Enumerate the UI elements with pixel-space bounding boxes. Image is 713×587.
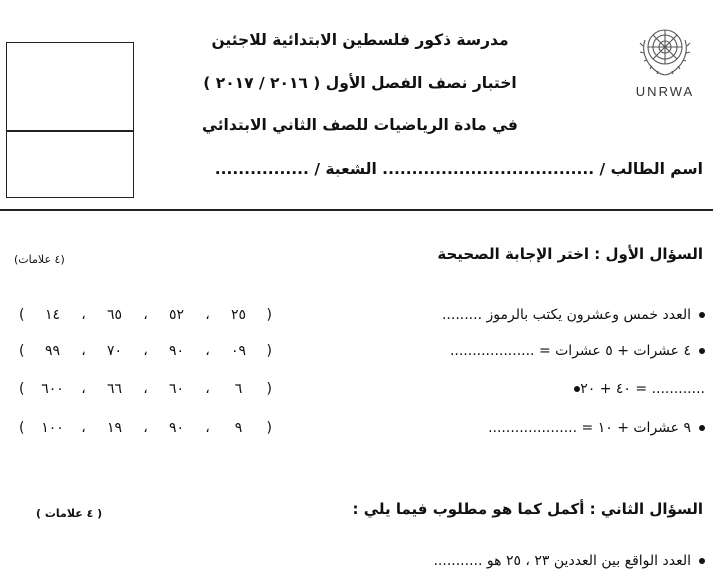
- bullet-icon: [699, 348, 705, 354]
- option: ٦٠: [168, 381, 184, 397]
- q1-marks: (٤ علامات): [14, 253, 65, 266]
- un-emblem-icon: [637, 20, 693, 78]
- q1-item-options: ( ١٤ ، ٦٥ ، ٥٢ ، ٢٥ ): [19, 307, 272, 323]
- school-name: مدرسة ذكور فلسطين الابتدائية للاجئين: [211, 31, 509, 49]
- option: ٦٠٠: [41, 381, 64, 397]
- option: ٦٦: [106, 381, 122, 397]
- q1-item: [5, 343, 705, 367]
- q2-item-statement: العدد الواقع بين العددين ٢٣ ، ٢٥ هو ...........: [433, 553, 705, 569]
- q1-item-statement: ٤ عشرات + ٥ عشرات = ...................: [450, 343, 705, 359]
- student-info-line: اسم الطالب / .................................... الشعبة / ................: [214, 160, 703, 178]
- option: ١٠٠: [41, 420, 64, 436]
- q2-marks: ( ٤ علامات ): [36, 507, 103, 520]
- logo-text: UNRWA: [635, 84, 695, 99]
- exam-title: اختبار نصف الفصل الأول ( ٢٠١٦ / ٢٠١٧ ): [203, 74, 517, 92]
- option: ٩٩: [44, 343, 60, 359]
- option: ٩٠: [168, 420, 184, 436]
- q1-item-options: ( ٦٠٠ ، ٦٦ ، ٦٠ ، ٦ ): [19, 381, 272, 397]
- q1-item: [5, 420, 705, 444]
- q1-item-statement: ٤٠ + ٢٠ = ............: [566, 381, 705, 397]
- option: ٢٥: [230, 307, 246, 323]
- bullet-icon: [699, 312, 705, 318]
- q1-item: [5, 381, 705, 405]
- unrwa-logo: [627, 20, 703, 106]
- option: ٥٢: [168, 307, 184, 323]
- q1-item: [5, 307, 705, 331]
- option: ٠٩: [230, 343, 246, 359]
- bullet-icon: [699, 558, 705, 564]
- grade-box-divider: [6, 130, 134, 132]
- option: ١٩: [106, 420, 122, 436]
- option: ٦٥: [106, 307, 122, 323]
- q1-item-statement: العدد خمس وعشرون يكتب بالرموز .........: [442, 307, 705, 323]
- subject-line: في مادة الرياضيات للصف الثاني الابتدائي: [202, 116, 518, 134]
- header-divider: [0, 209, 713, 211]
- option: ٦: [234, 381, 243, 397]
- grade-box: [6, 42, 134, 198]
- option: ١٤: [44, 307, 60, 323]
- q1-item-statement: ٩ عشرات + ١٠ = ....................: [488, 420, 705, 436]
- q1-title: السؤال الأول : اختر الإجابة الصحيحة: [437, 245, 703, 263]
- option: ٩٠: [168, 343, 184, 359]
- option: ٧٠: [106, 343, 122, 359]
- q1-item-options: ( ٩٩ ، ٧٠ ، ٩٠ ، ٠٩ ): [19, 343, 272, 359]
- q1-item-options: ( ١٠٠ ، ١٩ ، ٩٠ ، ٩ ): [19, 420, 272, 436]
- bullet-icon: [699, 425, 705, 431]
- q2-title: السؤال الثاني : أكمل كما هو مطلوب فيما يلي :: [352, 500, 703, 518]
- option: ٩: [234, 420, 243, 436]
